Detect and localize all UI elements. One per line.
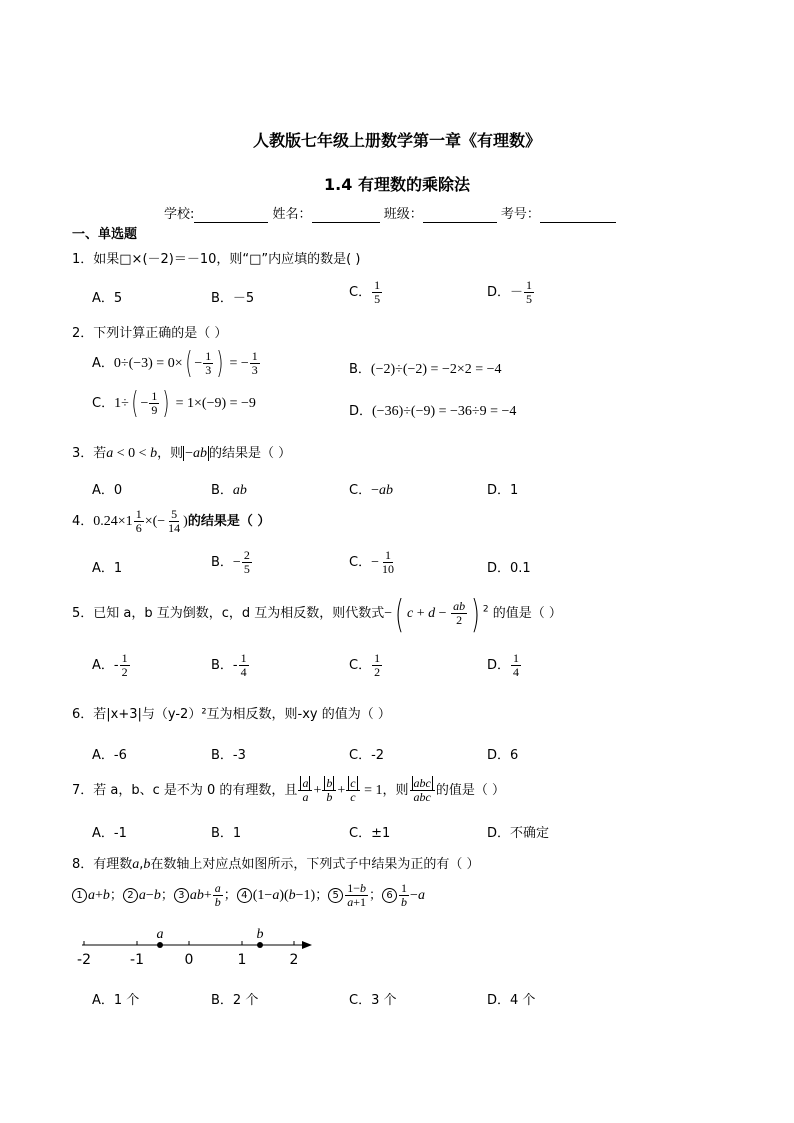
label-2: 2 [289,952,299,968]
q1-option-d: D．－ $\frac{1}{5}$ [487,278,533,306]
q6-option-b: B．-3 [211,748,246,763]
question-6: 6．若|x+3|与（y-2）²互为相反数，则-xy 的值为（ ） [72,707,391,722]
number-line [76,926,321,968]
number-field[interactable] [540,207,616,223]
q3-option-d: D．1 [487,483,519,498]
section-heading: 一、单选题 [72,227,138,242]
q5-option-c: C． $\frac{1}{2}$ [349,651,381,679]
question-5: 5．已知 a，b 互为倒数，c，d 互为相反数，则代数式−( c + d − $\frac{ab}{2}$ ) $^2$ 的值是（ ） [72,591,562,636]
lesson-title: 1.4 有理数的乘除法 [324,175,470,194]
q4-option-a: A．1 [92,561,123,576]
point-a [157,942,163,948]
q1-option-c: C． $\frac{1}{5}$ [349,278,381,306]
question-4: 4．0.24×1 $\frac{1}{6}$ ×(− $\frac{5}{14}$ )的结果是（ ） [72,507,271,535]
q4-option-d: D．0.1 [487,561,531,576]
question-7: 7．若 a，b、c 是不为 0 的有理数，且 $\frac{a}{a}$ + $\frac{b}{b}$ + $\frac{c}{c}$ = 1，则 $\frac{\text{abc}}{\text{abc}}$ 的值是（ ） [72,776,505,804]
document-title: 人教版七年级上册数学第一章《有理数》 [252,131,541,150]
q1-option-b: B．－5 [211,291,255,306]
q1-option-a: A．5 [92,291,123,306]
number-label: 考号： [500,207,540,222]
q3-option-b: B．ab [211,483,247,498]
label-b: b [256,927,264,942]
q8-option-c: C．3 个 [349,993,397,1008]
q7-option-c: C．±1 [349,826,391,841]
q8-option-a: A．1 个 [92,993,140,1008]
school-label: 学校: [164,207,195,222]
q5-option-d: D． $\frac{1}{4}$ [487,651,520,679]
q8-option-d: D．4 个 [487,993,536,1008]
class-label: 班级： [383,207,423,222]
info-fields [164,203,616,223]
q4-option-b: B．− $\frac{2}{5}$ [211,548,250,576]
class-field[interactable] [423,207,497,223]
q6-option-a: A．-6 [92,748,127,763]
axis-arrow [302,941,312,949]
label-1: 1 [237,952,247,968]
question-2: 2．下列计算正确的是（ ） [72,326,228,341]
q2-option-d: D．(−36)÷(−9) = −36÷9 = −4 [349,404,517,419]
q2-option-b: B．(−2)÷(−2) = −2×2 = −4 [349,362,502,377]
name-field[interactable] [312,207,380,223]
label-m2: -2 [77,952,91,968]
q8-expressions: 1 a+b； 2 a−b； 3 ab+ $\frac{a}{b}$ ； 4 (1−a)(b−1)； 5 $\frac{1-b}{a+1}$ ； 6 $\frac{1}{b}$ −a [72,882,425,909]
q6-option-c: C．-2 [349,748,385,763]
q2-option-c: C．1÷( − $\frac{1}{9}$ ) = 1×(−9) = −9 [92,385,256,421]
q6-option-d: D．6 [487,748,519,763]
q5-option-b: B．- $\frac{1}{4}$ [211,651,247,679]
q7-option-b: B．1 [211,826,242,841]
label-0: 0 [184,952,194,968]
point-b [257,942,263,948]
q7-option-d: D．不确定 [487,826,550,841]
q2-option-a: A．0÷(−3) = 0×( − $\frac{1}{3}$ ) = − $\frac{1}{3}$ [92,345,258,381]
q4-option-c: C．− $\frac{1}{10}$ [349,548,394,576]
question-1: 1．如果□×(－2)＝－10，则“□”内应填的数是( ) [72,252,361,267]
q7-option-a: A．-1 [92,826,127,841]
question-3: 3．若a < 0 < b，则 −ab 的结果是（ ） [72,446,292,461]
label-m1: -1 [130,952,144,968]
q3-option-c: C．−ab [349,483,393,498]
name-label: 姓名： [272,207,312,222]
school-field[interactable] [194,207,268,223]
q8-option-b: B．2 个 [211,993,259,1008]
label-a: a [156,927,164,942]
q3-option-a: A．0 [92,483,123,498]
question-8: 8．有理数a,b在数轴上对应点如图所示，下列式子中结果为正的有（ ） [72,857,480,872]
q5-option-a: A．- $\frac{1}{2}$ [92,651,128,679]
